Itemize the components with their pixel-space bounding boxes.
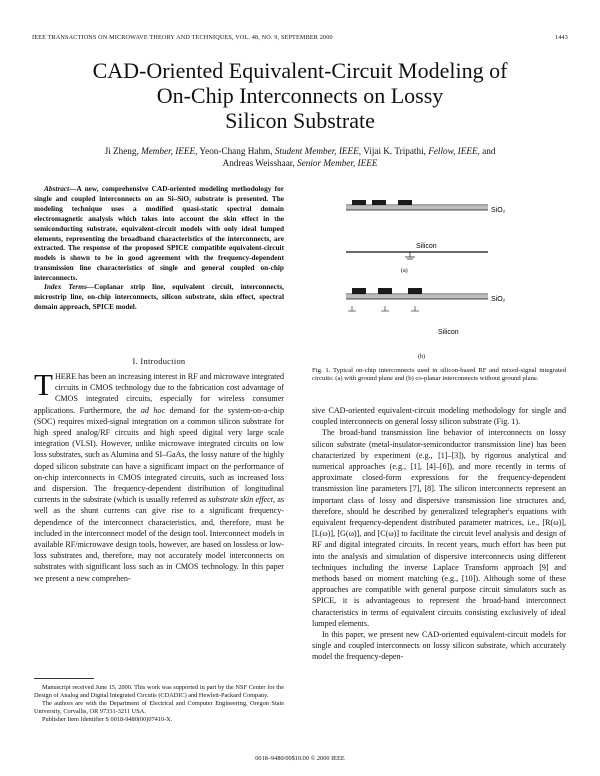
metal-strip: [352, 200, 366, 205]
author-list: [40, 146, 560, 169]
title-line-2: On-Chip Interconnects on Lossy: [156, 83, 444, 108]
figure-caption: Fig. 1. Typical on-chip interconnects used in silicon-based RF and mixed-signal integrated circuits: (a) with ground plane and (b) co-planar interconnects without ground plane.: [312, 367, 566, 383]
copyright-footer: 0018–9480/00$10.00 © 2000 IEEE: [255, 755, 345, 762]
index-terms-lead: Index Terms—: [44, 282, 95, 291]
sio2-label: SiO₂: [491, 296, 506, 303]
footnotes: [34, 684, 284, 724]
body-paragraph: The broad-band transmission line behavior of interconnects on lossy silicon substrate (metal-insulator-semiconductor transmission line) has been characterized by experiment (e.g., [1]–[3]), by rigorous analytical and numerical approaches (e.g., [1], [4]–[6]), and more recently in terms of approximate closed-form expressions for the frequency-dependent transmission line parameters [7], [8]. The silicon interconnects represent an important class of lossy and dispersive transmission line structures and, therefore, should be described by generalized telegrapher's equations with equivalent frequency-dependent distributed parameter matrices, i.e., [R(ω)], [L(ω)], [G(ω)], and [C(ω)] to facilitate the circuit level analysis and design of RF and digital integrated circuits. In recent years, much effort has been put into the analysis and simulation of dispersive interconnects using different techniques including the inverse Laplace Transform approach [9] and methods based on moment matching (e.g., [10]). Although some of these approaches are compatible with general purpose circuit simulators such as SPICE, it is advantageous to represent the broad-band interconnect characteristics in terms of equivalent circuits consisting exclusively of ideal lumped elements.: [312, 428, 566, 628]
author-role: Student Member, IEEE,: [274, 146, 362, 156]
intro-text: demand for the system-on-a-chip (SOC) requires mixed-signal integration on a common silicon substrate for high speed analog/RF circuits and high speed digital very large scale integration (VLSI). However, unlike microwave integrated circuits on low loss substrates, such as Alumina and SI–GaAs, the lossy nature of the highly doped silicon substrate can have a significant impact on the performance of on-chip interconnects in CMOS integrated circuits, such as increased loss and dispersion. The frequency-dependent distribution of longitudinal currents in the substrate (which is usually referred as: [34, 405, 284, 505]
introduction-paragraph: [34, 367, 284, 584]
author-name: Yeon-Chang Hahm,: [199, 146, 273, 156]
drop-cap: T: [34, 367, 53, 402]
metal-strip: [408, 288, 422, 294]
figure-1a: [346, 200, 506, 274]
figure-1-diagram: [312, 180, 566, 360]
sio2-label: SiO₂: [491, 207, 506, 214]
metal-strip: [352, 288, 366, 294]
abstract-lead: Abstract—: [44, 184, 77, 193]
footnote-manuscript: Manuscript received June 15, 2000. This work was supported in part by the NSF Center for the Design of Analog and Digital Integrated Circuits (CDADIC) and Hewlett-Packard Company.: [34, 684, 284, 699]
index-terms: [34, 282, 284, 312]
subfigure-b-label: (b): [418, 354, 425, 360]
footnote-rule: [34, 678, 94, 679]
intro-text: HERE has been an increasing interest in RF and microwave integrated circuits in CMOS technology due to the fabrication cost advantage of CMOS integrated circuits, especially for wireless consumer applications. Furthermore, the: [34, 372, 284, 415]
abstract-text: A new, comprehensive CAD-oriented modeling methodology for single and coupled interconnects on an Si–SiO₂ substrate is presented. The modeling technique uses a modified quasi-static spectral domain electromagnetic analysis which takes into account the skin effect in the semiconducting substrate. equivalent-circuit models with only ideal lumped elements, representing the broadband characteristics of the interconnects, are extracted. The response of the proposed SPICE compatible equivalent-circuit models is shown to be in good agreement with the frequency-dependent transmission line characteristics of single and general coupled on-chip interconnects.: [34, 184, 284, 283]
running-header: [32, 34, 568, 41]
index-terms-text: Coplanar strip line, equivalent circuit, interconnects, microstrip line, on-chip interconnects, silicon substrate, skin effect, spectral domain approach, SPICE model.: [34, 282, 284, 311]
journal-name: IEEE TRANSACTIONS ON MICROWAVE THEORY AND TECHNIQUES, VOL. 48, NO. 9, SEPTEMBER 2000: [32, 34, 333, 41]
intro-italic: substrate skin effect: [208, 495, 274, 505]
silicon-label: Silicon: [416, 243, 437, 250]
figure-1b: [346, 288, 506, 360]
author-role: Senior Member, IEEE: [297, 157, 378, 168]
page-number: 1443: [555, 34, 568, 41]
body-paragraph: sive CAD-oriented equivalent-circuit modeling methodology for single and coupled interconnects on general lossy silicon substrate (Fig. 1).: [312, 406, 566, 427]
right-column-text: [312, 405, 566, 663]
intro-italic: ad hoc: [140, 405, 166, 415]
title-line-3: Silicon Substrate: [225, 108, 375, 133]
silicon-label: Silicon: [438, 329, 459, 336]
abstract: [34, 184, 284, 283]
footnote-identifier: Publisher Item Identifier S 0018-9480(00)07410-X.: [42, 716, 173, 723]
oxide-layer: [346, 206, 488, 210]
title-line-1: CAD-Oriented Equivalent-Circuit Modeling of: [92, 58, 508, 83]
paper-title: [40, 58, 560, 133]
oxide-layer: [346, 295, 488, 299]
author-role: Fellow, IEEE,: [428, 146, 480, 156]
author-conjunction: and: [482, 146, 496, 156]
intro-text: , as well as the shunt currents can give rise to a significant frequency-dependence of the interconnect characteristics, and, therefore, must be included in the interconnect model of the design tool. Interconnect models in available RF/microwave design tools, however, are based on lossless or low-loss substrates and, therefore, may not accurately model interconnects on substrates with significant loss such as in CMOS technology. In this paper we present a new comprehen-: [34, 495, 284, 583]
author-role: Member, IEEE,: [141, 146, 198, 156]
author-name: Andreas Weisshaar,: [222, 157, 295, 168]
author-name: Vijai K. Tripathi,: [363, 146, 426, 156]
footnote-affiliation: The authors are with the Department of Electrical and Computer Engineering, Oregon State University, Corvallis, OR 97331-3211 USA.: [34, 700, 284, 715]
metal-strip: [372, 200, 386, 205]
body-paragraph: In this paper, we present new CAD-oriented equivalent-circuit models for single and coupled interconnects on lossy silicon substrate, which accurately model the frequency-depen-: [312, 630, 566, 662]
metal-strip: [378, 288, 392, 294]
metal-strip: [398, 200, 412, 205]
subfigure-a-label: (a): [401, 268, 408, 274]
section-heading: I. Introduction: [132, 357, 186, 366]
author-name: Ji Zheng,: [104, 146, 139, 156]
